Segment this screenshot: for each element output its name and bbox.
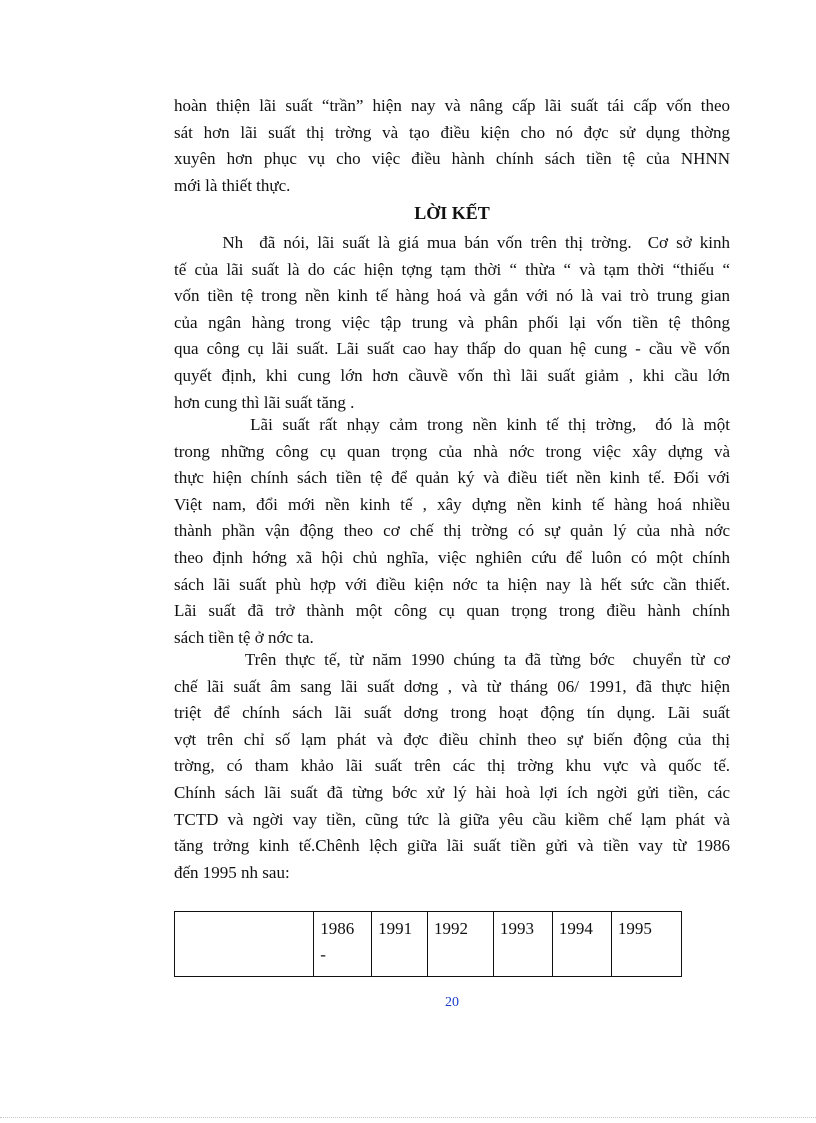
text-line: Việt nam, đổi mới nền kinh tế , xây dựng nền kinh tế hàng hoá nhiều [174, 494, 730, 514]
text-line: trong những công cụ quan trọng của nhà nớc trong việc xây dựng và [174, 441, 730, 461]
year-label: 1986 [320, 919, 355, 938]
table-cell-year: 1995 [611, 912, 681, 977]
text-line: Chính sách lãi suất đã từng bớc xử lý hài hoà lợi ích ngời gửi tiền, các [174, 782, 730, 802]
text-line: tăng trởng kinh tế.Chênh lệch giữa lãi suất tiền gửi và tiền vay từ 1986 [174, 836, 730, 856]
text-line: vốn tiền tệ trong nền kinh tế hàng hoá và gắn với nó là vai trò trung gian [174, 286, 730, 306]
text-line: triệt để chính sách lãi suất dơng trong hoạt động tín dụng. Lãi suất [174, 703, 730, 723]
year-dash: - [320, 945, 326, 964]
table-cell-year: 1993 [494, 912, 553, 977]
page-number: 20 [445, 995, 459, 1010]
conclusion-paragraph-1 [174, 230, 730, 416]
table-cell-year [314, 912, 372, 977]
text-line: thành phần vận động theo cơ chế thị trờng có sự quản lý của nhà nớc [174, 521, 730, 541]
text-line: mới là thiết thực. [174, 175, 291, 195]
text-line: sách lãi suất phù hợp với điều kiện nớc ta hiện nay là hết sức cần thiết. [174, 574, 730, 594]
text-line: TCTD và ngời vay tiền, cũng tức là giữa yêu cầu kiềm chế lạm phát và [174, 809, 730, 829]
text-line: Trên thực tế, từ năm 1990 chúng ta đã từng bớc chuyển từ cơ [174, 650, 730, 669]
section-heading: LỜI KẾT [414, 203, 490, 223]
text-line: thực hiện chính sách tiền tệ để quản ký và điều tiết nền kinh tế. Đối với [174, 468, 730, 488]
interest-rate-table [174, 911, 682, 977]
text-line: Lãi suất rất nhạy cảm trong nền kinh tế thị trờng, đó là một [174, 415, 730, 434]
text-line: hoàn thiện lãi suất “trần” hiện nay và nâng cấp lãi suất tái cấp vốn theo [174, 96, 730, 115]
text-line: quyết định, khi cung lớn hơn cầuvề vốn thì lãi suất giảm , khi cầu lớn [174, 365, 730, 385]
text-line: tế của lãi suất là do các hiện tợng tạm thời “ thừa “ và tạm thời “thiếu “ [174, 259, 730, 279]
text-line: theo định hớng xã hội chủ nghĩa, việc nghiên cứu để luôn có một chính [174, 547, 730, 567]
text-line: sách tiền tệ ở nớc ta. [174, 627, 314, 647]
text-line: hơn cung thì lãi suất tăng . [174, 392, 355, 412]
table-cell-empty [175, 912, 314, 977]
page-bottom-divider [0, 1117, 816, 1118]
conclusion-paragraph-3 [174, 647, 730, 886]
text-line: đến 1995 nh sau: [174, 862, 290, 882]
text-line: qua công cụ lãi suất. Lãi suất cao hay thấp do quan hệ cung - cầu về vốn [174, 339, 730, 359]
text-line: xuyên hơn phục vụ cho việc điều hành chính sách tiền tệ của NHNN [174, 149, 730, 169]
text-line: của ngân hàng trong việc tập trung và phân phối lại vốn tiền tệ thông [174, 312, 730, 332]
table-cell-year: 1991 [372, 912, 428, 977]
text-line: Lãi suất đã trở thành một công cụ quan trọng trong điều hành chính [174, 601, 730, 621]
table-cell-year: 1992 [427, 912, 493, 977]
intro-paragraph [174, 93, 730, 199]
text-line: chế lãi suất âm sang lãi suất dơng , và từ tháng 06/ 1991, đã thực hiện [174, 676, 730, 696]
conclusion-paragraph-2 [174, 412, 730, 651]
text-line: trờng, có tham khảo lãi suất trên các thị trờng khu vực và quốc tế. [174, 756, 730, 776]
text-line: vợt trên chỉ số lạm phát và đợc điều chỉnh theo sự biến động của thị [174, 729, 730, 749]
table-cell-year: 1994 [552, 912, 611, 977]
text-line: Nh đã nói, lãi suất là giá mua bán vốn trên thị trờng. Cơ sở kinh [174, 233, 730, 252]
table-header-row [175, 912, 682, 977]
text-line: sát hơn lãi suất thị trờng và tạo điều kiện cho nó đợc sử dụng thờng [174, 122, 730, 142]
